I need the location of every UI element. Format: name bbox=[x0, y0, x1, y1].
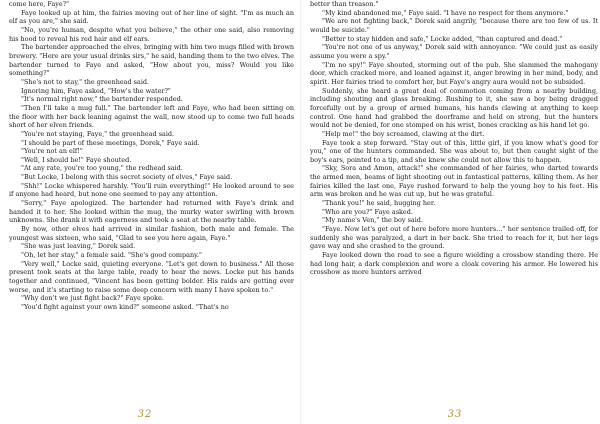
paragraph: better than treason." bbox=[310, 0, 379, 8]
paragraph: "Very well," Locke said, quieting everyone. "Let's get down to business." All those present took seats at the large table, ready to hear the news. Locke put his hands together and continued, "Vincent has been getting bolder. His raids are getting ever worse, and it's starting to raise some deep concern with many I have spoken to." bbox=[9, 259, 294, 294]
paragraph: "She was just leaving," Dorek said. bbox=[21, 242, 136, 251]
paragraph: "Help me!" the boy screamed, clawing at the dirt. bbox=[322, 129, 485, 138]
right-page bbox=[310, 0, 600, 424]
paragraph: Suddenly, she heard a great deal of commotion coming from a nearby building, including shouting and glass breaking. Rushing to it, she saw a boy being dragged forcefully out by a group of armed humans, his hands clawing at anything to keep control. One hand had grabbed the doorframe and held on strong, but the hunters would not be denied, for one stomped on his wrist, bones cracking as his hand let go. bbox=[310, 86, 598, 130]
paragraph: "Oh, let her stay," a female said. "She's good company." bbox=[21, 251, 202, 260]
paragraph: "Better to stay hidden and safe," Locke added, "than captured and dead." bbox=[322, 34, 563, 43]
paragraph: "We are not fighting back," Dorek said angrily, "because there are too few of us. It would be suicide." bbox=[310, 17, 598, 34]
left-page-number: 32 bbox=[137, 409, 153, 420]
paragraph: "My kind abandoned me," Faye said. "I have no respect for them anymore." bbox=[322, 8, 569, 17]
paragraph: "Faye. Now let's get out of here before more hunters…" her sentence trailed off, for suddenly she was paralyzed, a dart in her back. She tried to reach for it, but her legs gave way and she crashed to the ground. bbox=[310, 225, 598, 251]
paragraph: "Sorry," Faye apologized. The bartender had returned with Faye's drink and handed it to her. She looked within the mug, the murky water swirling with brown unknowns. She drank it with eagerness and took a seat at the nearby table. bbox=[9, 199, 294, 225]
paragraph: "But Locke, I belong with this secret society of elves," Faye said. bbox=[21, 173, 233, 182]
left-page-text bbox=[9, 0, 294, 403]
paragraph: "You're not staying, Faye," the greenhead said. bbox=[21, 129, 175, 138]
paragraph: "No, you're human, despite what you believe," the other one said, also removing his hood to reveal his red hair and elf ears. bbox=[9, 25, 294, 43]
paragraph: "Why don't we just fight back?" Faye spoke. bbox=[21, 294, 164, 303]
paragraph: "I'm no spy!" Faye shouted, storming out of the pub. She slammed the mahogany door, which cracked more, and leaned against it, anger brewing in her mind, body, and spirit. Her fairies tried to comfort her, but Faye's angry aura would not be subsided. bbox=[310, 60, 598, 86]
left-page bbox=[0, 0, 294, 424]
paragraph: "Well, I should be!" Faye shouted. bbox=[21, 155, 132, 164]
paragraph: "You'd fight against your own kind?" someone asked. "That's no bbox=[21, 302, 229, 311]
paragraph: Faye looked up at him, the fairies moving out of her line of sight. "I'm as much an elf as you are," she said. bbox=[9, 8, 294, 26]
paragraph: "Thank you!" he said, hugging her. bbox=[322, 199, 436, 208]
paragraph: "You're not one of us anyway," Dorek said with annoyance. "We could just as easily assume you were a spy." bbox=[310, 43, 598, 60]
right-page-number: 33 bbox=[447, 409, 463, 420]
paragraph: "Who are you?" Faye asked. bbox=[322, 207, 413, 216]
paragraph: Faye took a step forward. "Stay out of this, little girl, if you know what's good for you," one of the hunters commanded. She was about to, but then caught sight of the boy's ears, pointed to a tip, and she knew she could not allow this to happen. bbox=[310, 138, 598, 164]
paragraph: "Shh!" Locke whispered harshly. "You'll ruin everything!" He looked around to see if anyone had heard, but none one seemed to pay any attention. bbox=[9, 181, 294, 199]
paragraph: "At any rate, you're too young," the redhead said. bbox=[21, 164, 183, 173]
paragraph: The bartender approached the elves, bringing with him two mugs filled with brown brewery. "Here are your usual drinks sirs," he said, handing them to the two elves. The bartender turned to Faye and asked, "How about you, miss? Would you like something?" bbox=[9, 43, 294, 78]
right-page-text bbox=[310, 0, 598, 403]
paragraph: come here, Faye?" bbox=[9, 0, 70, 8]
paragraph: "My name's Ven," the boy said. bbox=[322, 216, 423, 225]
page-gutter bbox=[300, 0, 301, 424]
paragraph: "She's not to stay," the greenhead said. bbox=[21, 77, 150, 86]
paragraph: "Sky, Sora and Amon, attack!" she commanded of her fairies, who darted towards the armed men, beams of light shooting out in fantastical patterns, killing them. As her fairies killed the last one, Faye rushed forward to help the young boy to his feet. His arm was broken and he was cut up, but he was grateful. bbox=[310, 164, 598, 199]
paragraph: "I should be part of these meetings, Dorek," Faye said. bbox=[21, 138, 200, 147]
paragraph: By now, other elves had arrived in similar fashion, both male and female. The youngest was sixteen, who said, "Glad to see you here again, Faye." bbox=[9, 225, 294, 242]
paragraph: Ignoring him, Faye asked, "How's the water?" bbox=[21, 86, 171, 95]
paragraph: "It's normal right now," the bartender responded. bbox=[21, 95, 183, 104]
paragraph: "Then I'll take a mug full." The bartender left and Faye, who had been sitting on the floor with her back leaning against the wall, now stood up to come two full heads short of her elven friends. bbox=[9, 103, 294, 130]
paragraph: "You're not an elf!" bbox=[21, 147, 83, 156]
paragraph: Faye looked down the road to see a figure wielding a crossbow standing there. He had long hair, a dark complexion and wore a cloak covering his armor. He lowered his crossbow as more hunters arrived bbox=[310, 251, 598, 277]
